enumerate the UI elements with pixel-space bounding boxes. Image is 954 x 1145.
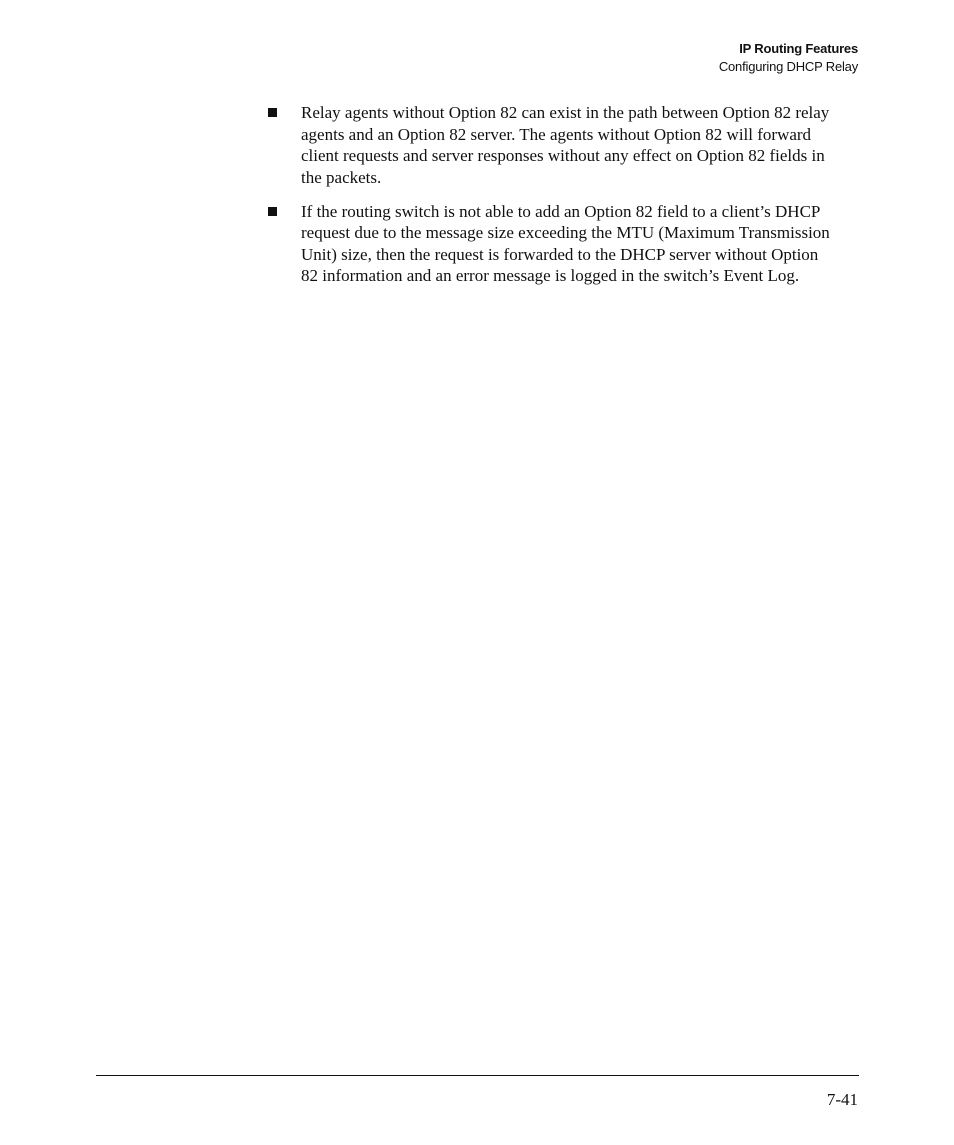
page-number: 7-41 [826,1090,858,1109]
square-bullet-icon [268,207,277,216]
page-content [268,102,830,299]
list-item [268,102,830,188]
running-header [719,40,858,76]
list-item-text: Relay agents without Option 82 can exist in the path between Option 82 relay agents and an Option 82 server. The agents without Option 82 will forward client requests and server responses without any effect on Option 82 fields in the packets. [301,103,830,187]
section-title: IP Routing Features [739,41,858,56]
bullet-list [268,102,830,287]
list-item [268,201,830,287]
footer-divider [96,1075,859,1076]
subsection-title: Configuring DHCP Relay [718,59,858,74]
square-bullet-icon [268,108,277,117]
list-item-text: If the routing switch is not able to add an Option 82 field to a client’s DHCP request due to the message size exceeding the MTU (Maximum Transmission Unit) size, then the request is forwarded to the DHCP server without Option 82 information and an error message is logged in the switch’s Event Log. [301,201,830,285]
